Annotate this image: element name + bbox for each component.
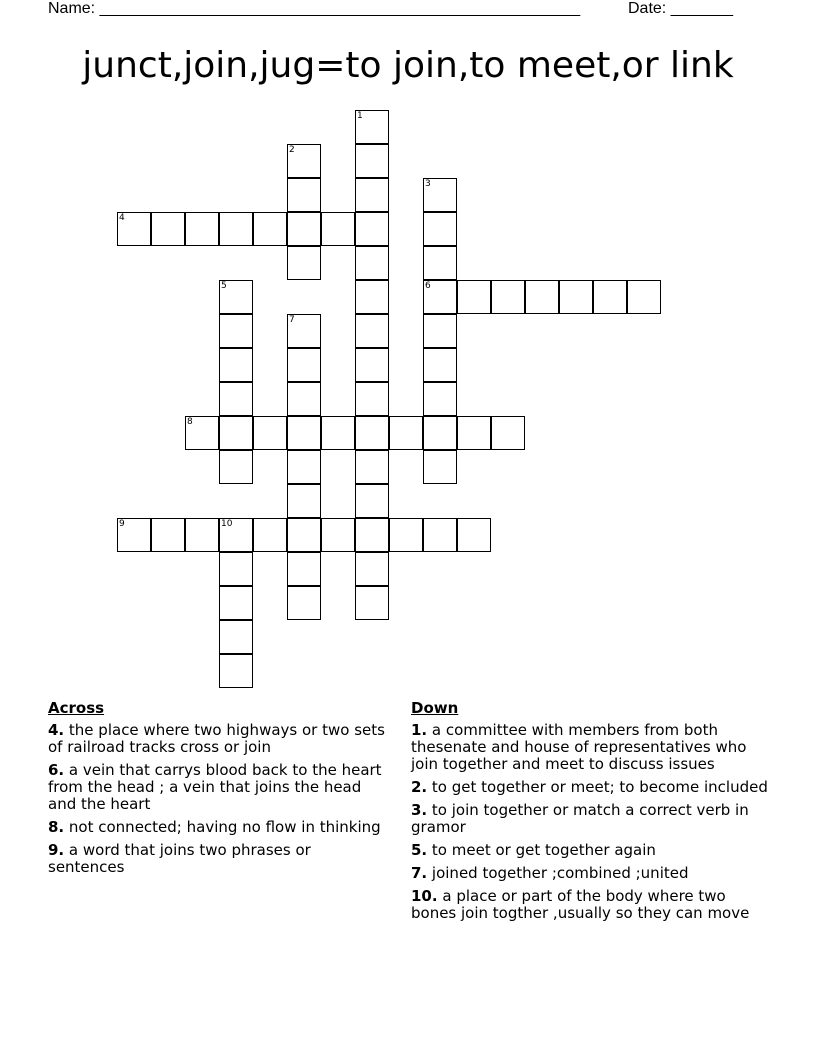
- grid-cell[interactable]: [287, 246, 321, 280]
- grid-cell[interactable]: [219, 518, 253, 552]
- grid-cell[interactable]: [287, 314, 321, 348]
- across-heading: Across: [48, 699, 105, 717]
- grid-cell[interactable]: [151, 518, 185, 552]
- grid-cell[interactable]: [355, 314, 389, 348]
- grid-cell[interactable]: [219, 654, 253, 688]
- clue-down-10: 10. a place or part of the body where two bones join togther ,usually so they can move: [411, 887, 750, 922]
- name-field[interactable]: Name: ______________________________________________________: [48, 0, 581, 17]
- grid-cell[interactable]: [355, 348, 389, 382]
- grid-cell[interactable]: [423, 348, 457, 382]
- grid-cell[interactable]: [355, 246, 389, 280]
- grid-cell[interactable]: [355, 110, 389, 144]
- grid-cell[interactable]: [321, 416, 355, 450]
- grid-cell[interactable]: [287, 382, 321, 416]
- grid-cell[interactable]: [253, 212, 287, 246]
- clue-down-1: 1. a committee with members from both thesenate and house of representatives who join together and meet to discuss issues: [411, 721, 747, 773]
- grid-cell[interactable]: [423, 178, 457, 212]
- grid-cell[interactable]: [423, 246, 457, 280]
- down-clues: [411, 700, 771, 928]
- grid-cell[interactable]: [457, 280, 491, 314]
- page-title: junct,join,jug=to join,to meet,or link: [82, 45, 734, 86]
- grid-cell[interactable]: [219, 280, 253, 314]
- cell-number: 3: [425, 179, 431, 189]
- cell-number: 10: [221, 519, 233, 529]
- grid-cell[interactable]: [287, 416, 321, 450]
- grid-cell[interactable]: [219, 552, 253, 586]
- cell-number: 8: [187, 417, 193, 427]
- cell-number: 2: [289, 145, 295, 155]
- grid-cell[interactable]: [287, 178, 321, 212]
- grid-cell[interactable]: [219, 416, 253, 450]
- grid-cell[interactable]: [355, 178, 389, 212]
- grid-cell[interactable]: [423, 416, 457, 450]
- grid-cell[interactable]: [287, 518, 321, 552]
- grid-cell[interactable]: [219, 450, 253, 484]
- grid-cell[interactable]: [253, 518, 287, 552]
- grid-cell[interactable]: [389, 518, 423, 552]
- grid-cell[interactable]: [355, 518, 389, 552]
- grid-cell[interactable]: [117, 518, 151, 552]
- grid-cell[interactable]: [355, 586, 389, 620]
- grid-cell[interactable]: [219, 348, 253, 382]
- clue-across-4: 4. the place where two highways or two sets of railroad tracks cross or join: [48, 721, 385, 756]
- grid-cell[interactable]: [491, 416, 525, 450]
- grid-cell[interactable]: [423, 280, 457, 314]
- clue-across-6: 6. a vein that carrys blood back to the heart from the head ; a vein that joins the head and the heart: [48, 761, 382, 813]
- clue-across-8: 8. not connected; having no flow in thinking: [48, 818, 381, 836]
- grid-cell[interactable]: [185, 518, 219, 552]
- grid-cell[interactable]: [389, 416, 423, 450]
- grid-cell[interactable]: [355, 212, 389, 246]
- grid-cell[interactable]: [491, 280, 525, 314]
- grid-cell[interactable]: [219, 382, 253, 416]
- clue-down-3: 3. to join together or match a correct verb in gramor: [411, 801, 749, 836]
- cell-number: 1: [357, 111, 363, 121]
- grid-cell[interactable]: [457, 518, 491, 552]
- cell-number: 4: [119, 213, 125, 223]
- cell-number: 7: [289, 315, 295, 325]
- grid-cell[interactable]: [423, 212, 457, 246]
- grid-cell[interactable]: [287, 450, 321, 484]
- grid-cell[interactable]: [287, 552, 321, 586]
- grid-cell[interactable]: [355, 552, 389, 586]
- date-field[interactable]: Date: _______: [628, 0, 733, 17]
- cell-number: 5: [221, 281, 227, 291]
- grid-cell[interactable]: [355, 382, 389, 416]
- grid-cell[interactable]: [185, 416, 219, 450]
- grid-cell[interactable]: [593, 280, 627, 314]
- grid-cell[interactable]: [287, 484, 321, 518]
- grid-cell[interactable]: [151, 212, 185, 246]
- grid-cell[interactable]: [287, 586, 321, 620]
- grid-cell[interactable]: [117, 212, 151, 246]
- grid-cell[interactable]: [627, 280, 661, 314]
- grid-cell[interactable]: [559, 280, 593, 314]
- clue-down-5: 5. to meet or get together again: [411, 841, 656, 859]
- grid-cell[interactable]: [321, 518, 355, 552]
- grid-cell[interactable]: [423, 450, 457, 484]
- grid-cell[interactable]: [287, 144, 321, 178]
- grid-cell[interactable]: [423, 518, 457, 552]
- grid-cell[interactable]: [219, 212, 253, 246]
- grid-cell[interactable]: [423, 382, 457, 416]
- grid-cell[interactable]: [355, 280, 389, 314]
- grid-cell[interactable]: [185, 212, 219, 246]
- grid-cell[interactable]: [355, 416, 389, 450]
- clue-down-2: 2. to get together or meet; to become included: [411, 778, 768, 796]
- grid-cell[interactable]: [423, 314, 457, 348]
- grid-cell[interactable]: [355, 144, 389, 178]
- clue-down-7: 7. joined together ;combined ;united: [411, 864, 689, 882]
- grid-cell[interactable]: [219, 620, 253, 654]
- grid-cell[interactable]: [355, 484, 389, 518]
- grid-cell[interactable]: [219, 586, 253, 620]
- across-clues: [48, 700, 388, 882]
- grid-cell[interactable]: [525, 280, 559, 314]
- grid-cell[interactable]: [355, 450, 389, 484]
- grid-cell[interactable]: [321, 212, 355, 246]
- grid-cell[interactable]: [219, 314, 253, 348]
- grid-cell[interactable]: [253, 416, 287, 450]
- clue-across-9: 9. a word that joins two phrases or sentences: [48, 841, 311, 876]
- grid-cell[interactable]: [457, 416, 491, 450]
- grid-cell[interactable]: [287, 212, 321, 246]
- cell-number: 6: [425, 281, 431, 291]
- grid-cell[interactable]: [287, 348, 321, 382]
- down-heading: Down: [411, 699, 459, 717]
- cell-number: 9: [119, 519, 125, 529]
